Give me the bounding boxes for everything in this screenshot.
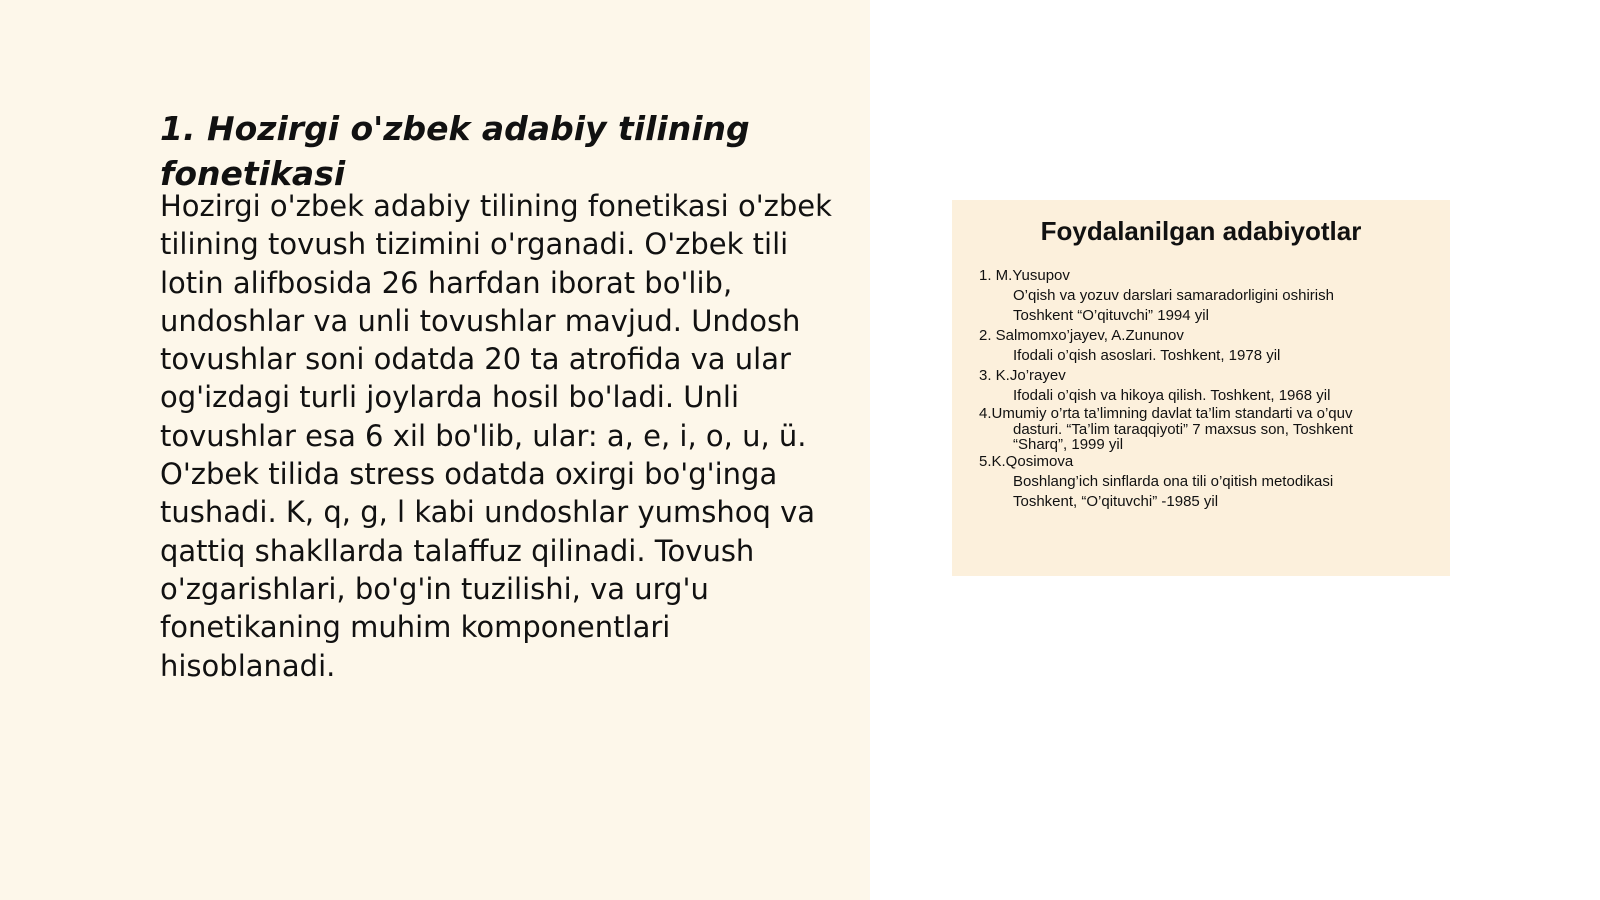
reference-detail: Boshlang’ich sinflarda ona tili o’qitish metodikasi [1013,473,1334,490]
reference-item [979,266,1419,326]
slide-title: 1. Hozirgi o'zbek adabiy tilining fonetikasi [160,109,750,193]
reference-detail: Toshkent, “O’qituvchi” -1985 yil [1013,493,1219,510]
reference-detail: Toshkent “O’qituvchi” 1994 yil [1013,307,1209,324]
reference-author: 2. Salmomxo’jayev, A.Zununov [979,327,1184,344]
reference-item [979,366,1419,406]
reference-detail: “Sharq”, 1999 yil [1013,436,1124,453]
reference-item [979,406,1419,452]
reference-detail: dasturi. “Ta’lim taraqqiyoti” 7 maxsus son, Toshkent [1013,421,1353,438]
references-title: Foydalanilgan adabiyotlar [1040,216,1362,246]
reference-author: 5.K.Qosimova [979,453,1074,470]
reference-detail: O’qish va yozuv darslari samaradorligini oshirish [1013,287,1334,304]
reference-author: 1. M.Yusupov [979,267,1070,284]
reference-detail: Ifodali o’qish va hikoya qilish. Toshkent, 1968 yil [1013,387,1331,404]
reference-author: 4.Umumiy o’rta ta’limning davlat ta’lim standarti va o’quv [979,405,1353,422]
reference-item [979,326,1419,366]
references-list [979,266,1419,512]
reference-detail: Ifodali o’qish asoslari. Toshkent, 1978 yil [1013,347,1281,364]
references-image [952,200,1450,576]
reference-item [979,452,1419,512]
slide-body-text: Hozirgi o'zbek adabiy tilining fonetikasi o'zbek tilining tovush tizimini o'rganadi. O'zbek tili lotin alifbosida 26 harfdan iborat bo'lib, undoshlar va unli tovushlar mavjud. Undosh tovushlar soni odatda 20 ta atrofida va ular og'izdagi turli joylarda hosil bo'ladi. Unli tovushlar esa 6 xil bo'lib, ular: a, e, i, o, u, ü. O'zbek tilida stress odatda oxirgi bo'g'inga tushadi. K, q, g, l kabi undoshlar yumshoq va qattiq shakllarda talaffuz qilinadi. Tovush o'zgarishlari, bo'g'in tuzilishi, va urg'u fonetikaning muhim komponentlari hisoblanadi. [160,189,832,683]
reference-author: 3. K.Jo’rayev [979,367,1066,384]
